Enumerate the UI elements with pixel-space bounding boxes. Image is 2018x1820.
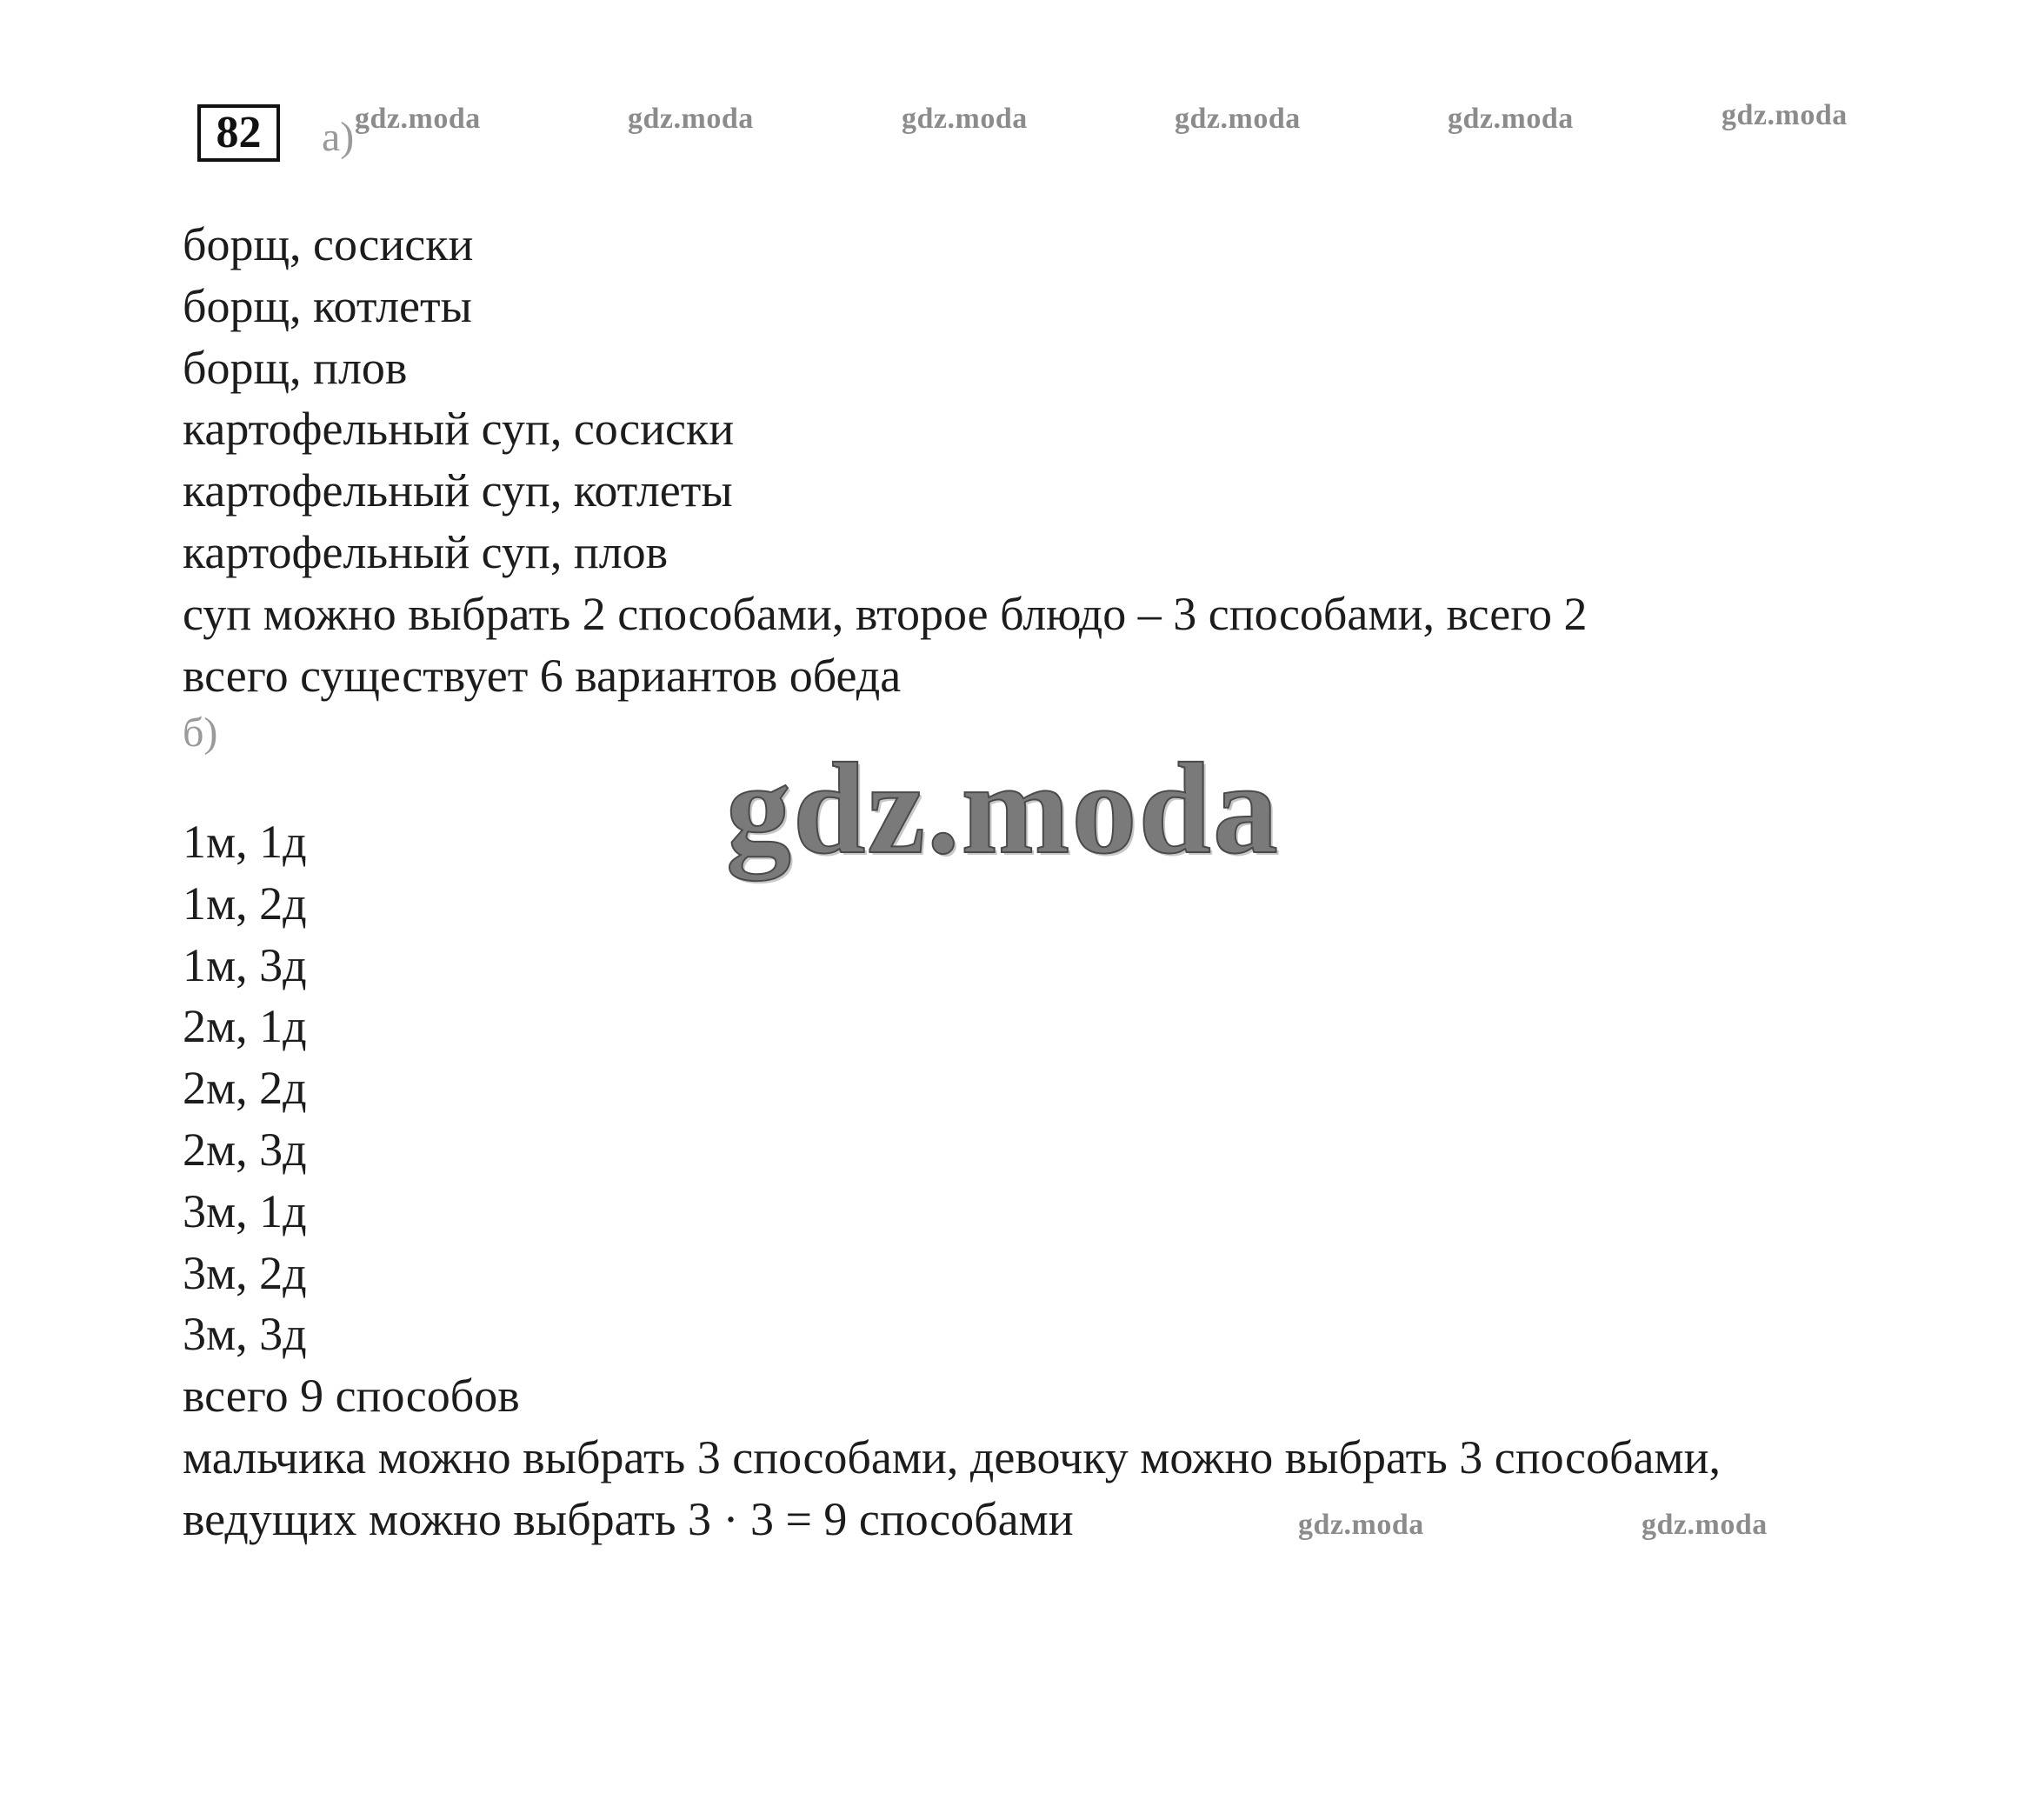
part-a-line: картофельный суп, сосиски xyxy=(183,403,735,456)
part-b-line: 3м, 3д xyxy=(183,1308,307,1361)
part-a-line: борщ, плов xyxy=(183,341,408,394)
part-b-line: ведущих можно выбрать 3 · 3 = 9 способами xyxy=(183,1492,1074,1545)
part-a-line: картофельный суп, плов xyxy=(183,525,669,578)
part-b-line: 2м, 3д xyxy=(183,1123,307,1176)
part-a-line: картофельный суп, котлеты xyxy=(183,464,733,517)
part-b-line: мальчика можно выбрать 3 способами, девочку можно выбрать 3 способами, xyxy=(183,1430,1722,1483)
part-b-line: 2м, 2д xyxy=(183,1062,307,1115)
part-a-lines xyxy=(183,214,1588,706)
watermark-bottom-1: gdz.moda xyxy=(1298,1509,1424,1541)
part-b-label: б) xyxy=(183,710,218,756)
part-b-lines xyxy=(183,811,1721,1550)
part-b-line: 1м, 1д xyxy=(183,816,307,868)
watermark-top-6: gdz.moda xyxy=(1722,99,1848,131)
part-a-label: а) xyxy=(322,114,355,160)
watermark-center: gdz.moda xyxy=(726,737,1280,881)
watermark-bottom-2: gdz.moda xyxy=(1642,1509,1768,1541)
part-b-line: 1м, 2д xyxy=(183,877,307,930)
problem-number: 82 xyxy=(197,104,280,162)
watermark-top-4: gdz.moda xyxy=(1175,103,1301,135)
part-b-line: всего 9 способов xyxy=(183,1370,520,1423)
part-a-line: суп можно выбрать 2 способами, второе блюдо – 3 способами, всего 2 xyxy=(183,587,1588,640)
part-a-line: борщ, сосиски xyxy=(183,218,474,270)
part-a-line: всего существует 6 вариантов обеда xyxy=(183,649,902,702)
part-b-line: 2м, 1д xyxy=(183,1000,307,1053)
watermark-top-3: gdz.moda xyxy=(902,103,1028,135)
part-b-line: 1м, 3д xyxy=(183,938,307,991)
part-b-line: 3м, 1д xyxy=(183,1184,307,1237)
watermark-top-1: gdz.moda xyxy=(355,103,481,135)
watermark-top-2: gdz.moda xyxy=(628,103,754,135)
watermark-top-5: gdz.moda xyxy=(1448,103,1574,135)
part-a-line: борщ, котлеты xyxy=(183,279,472,332)
part-b-line: 3м, 2д xyxy=(183,1246,307,1299)
